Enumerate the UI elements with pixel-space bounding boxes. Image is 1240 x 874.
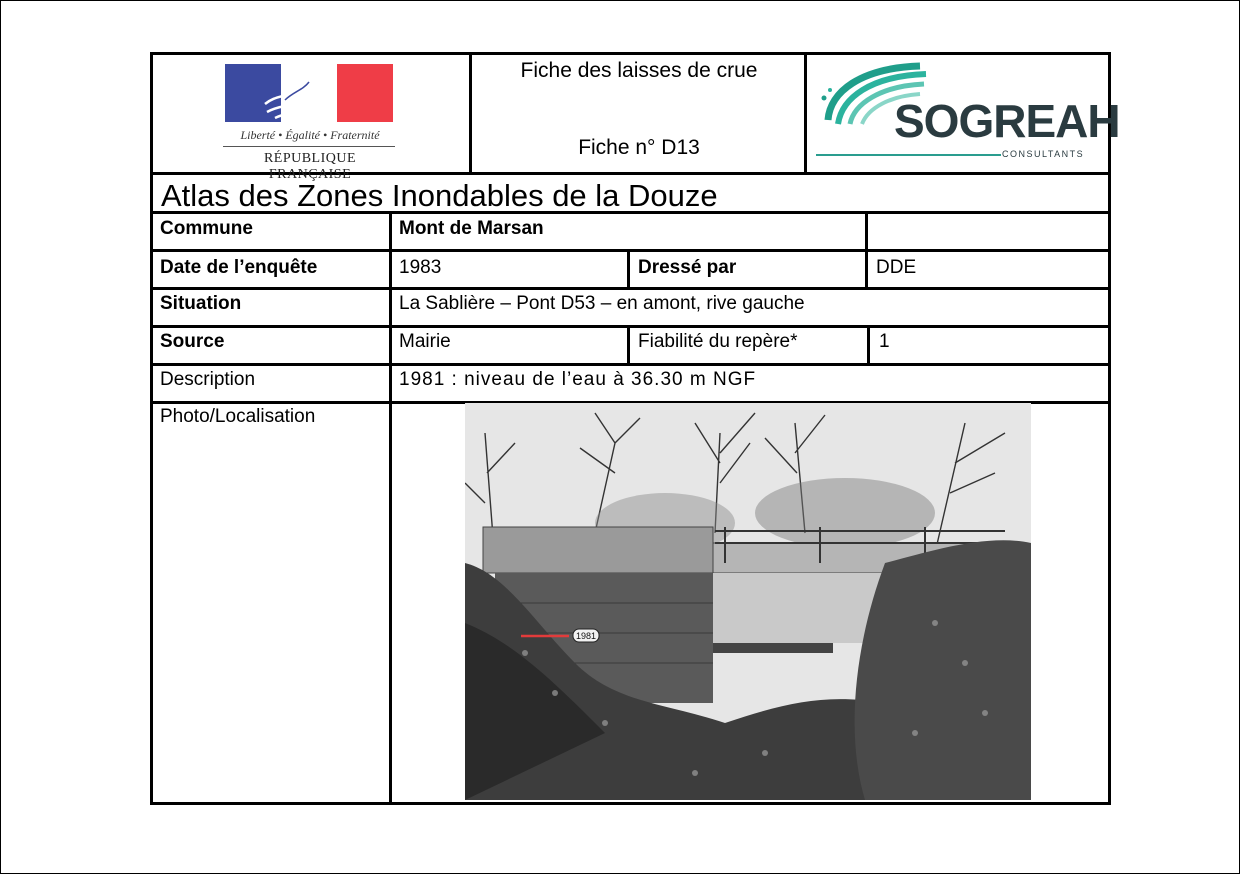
marianne-profile-icon bbox=[255, 64, 355, 122]
bridge-photo bbox=[465, 403, 1031, 800]
fiche-number: Fiche n° D13 bbox=[578, 136, 700, 159]
republic-motto: Liberté • Égalité • Fraternité bbox=[240, 128, 380, 142]
divider bbox=[867, 328, 870, 366]
divider bbox=[153, 363, 1108, 366]
divider bbox=[469, 55, 472, 172]
commune-value: Mont de Marsan bbox=[399, 218, 544, 239]
divider bbox=[153, 249, 1108, 252]
divider bbox=[865, 252, 868, 290]
divider bbox=[153, 325, 1108, 328]
fiche-title: Fiche des laisses de crue bbox=[520, 59, 758, 82]
sogreah-subtitle: CONSULTANTS bbox=[1002, 149, 1085, 159]
republique-francaise-logo bbox=[223, 62, 399, 182]
atlas-title: Atlas des Zones Inondables de la Douze bbox=[161, 178, 718, 213]
source-label: Source bbox=[160, 331, 225, 352]
divider bbox=[389, 214, 392, 802]
fiabilite-value: 1 bbox=[879, 331, 890, 352]
divider bbox=[153, 287, 1108, 290]
description-value: 1981 : niveau de l’eau à 36.30 m NGF bbox=[399, 369, 757, 390]
divider bbox=[627, 328, 630, 366]
commune-label: Commune bbox=[160, 218, 253, 239]
description-label: Description bbox=[160, 369, 256, 390]
situation-value: La Sablière – Pont D53 – en amont, rive gauche bbox=[399, 293, 805, 314]
sogreah-logo bbox=[814, 58, 1120, 170]
divider bbox=[865, 214, 868, 252]
flood-mark-label: 1981 bbox=[575, 631, 597, 641]
dresse-value: DDE bbox=[876, 257, 917, 278]
divider bbox=[627, 252, 630, 290]
photo-label: Photo/Localisation bbox=[160, 406, 316, 427]
republic-name: RÉPUBLIQUE FRANÇAISE bbox=[263, 151, 357, 182]
source-value: Mairie bbox=[399, 331, 451, 352]
situation-label: Situation bbox=[160, 293, 242, 314]
motto-rule bbox=[223, 146, 395, 147]
dresse-label: Dressé par bbox=[638, 257, 737, 278]
date-value: 1983 bbox=[399, 257, 442, 278]
sogreah-rule bbox=[816, 154, 1001, 156]
date-label: Date de l’enquête bbox=[160, 257, 318, 278]
tricolor-flag bbox=[225, 64, 393, 122]
fiabilite-label: Fiabilité du repère* bbox=[638, 331, 798, 352]
flood-mark-sheet bbox=[150, 52, 1120, 805]
sogreah-name: SOGREAH bbox=[894, 95, 1120, 147]
